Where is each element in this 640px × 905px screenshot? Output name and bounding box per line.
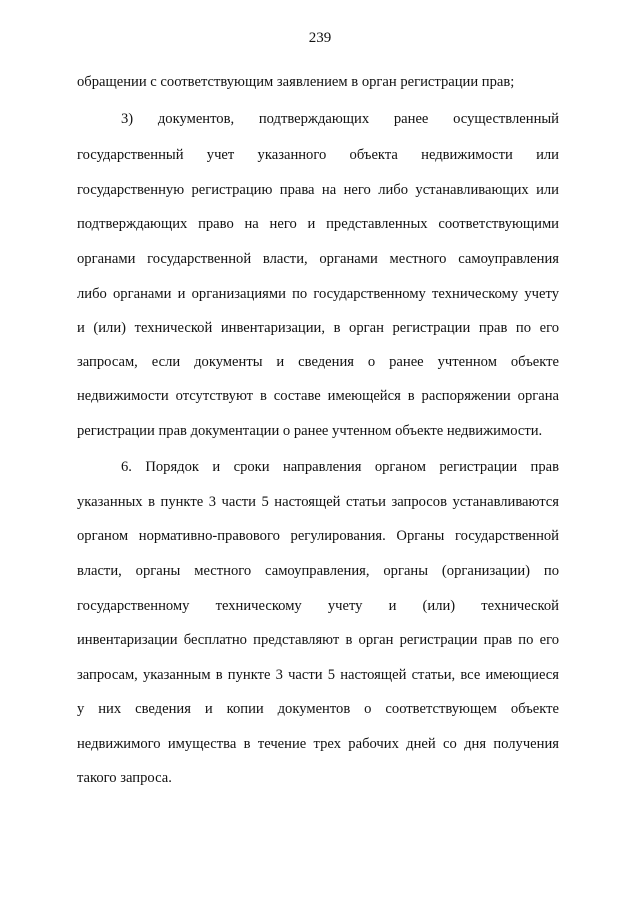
text-line-1: обращении с соответствующим заявлением в орган регистрации прав; [77, 74, 515, 90]
text-line-7: либо органами и организациями по государственному техническому учету [77, 286, 559, 302]
text-line-21: такого запроса. [77, 770, 172, 786]
text-line-9: запросам, если документы и сведения о ранее учтенном объекте [77, 354, 559, 370]
text-line-13: указанных в пункте 3 части 5 настоящей статьи запросов устанавливаются [77, 494, 559, 510]
text-line-17: инвентаризации бесплатно представляют в орган регистрации прав по его [77, 632, 559, 648]
text-line-14: органом нормативно-правового регулирования. Органы государственной [77, 528, 559, 544]
text-line-16: государственному техническому учету и (или) технической [77, 598, 559, 614]
text-line-20: недвижимого имущества в течение трех рабочих дней со дня получения [77, 736, 559, 752]
text-line-11: регистрации прав документации о ранее учтенном объекте недвижимости. [77, 423, 543, 439]
text-line-15: власти, органы местного самоуправления, органы (организации) по [77, 563, 559, 579]
text-line-8: и (или) технической инвентаризации, в орган регистрации прав по его [77, 320, 559, 336]
text-line-12: 6. Порядок и сроки направления органом регистрации прав [121, 459, 559, 475]
text-line-5: подтверждающих право на него и представленных соответствующими [77, 216, 559, 232]
text-line-19: у них сведения и копии документов о соответствующем объекте [77, 701, 559, 717]
text-line-6: органами государственной власти, органами местного самоуправления [77, 251, 559, 267]
page-number: 239 [308, 30, 332, 46]
text-line-3: государственный учет указанного объекта недвижимости или [77, 147, 559, 163]
text-line-10: недвижимости отсутствуют в составе имеющейся в распоряжении органа [77, 388, 559, 404]
text-line-2: 3) документов, подтверждающих ранее осуществленный [121, 111, 559, 127]
text-line-18: запросам, указанным в пункте 3 части 5 настоящей статьи, все имеющиеся [77, 667, 559, 683]
text-line-4: государственную регистрацию права на него либо устанавливающих или [77, 182, 559, 198]
